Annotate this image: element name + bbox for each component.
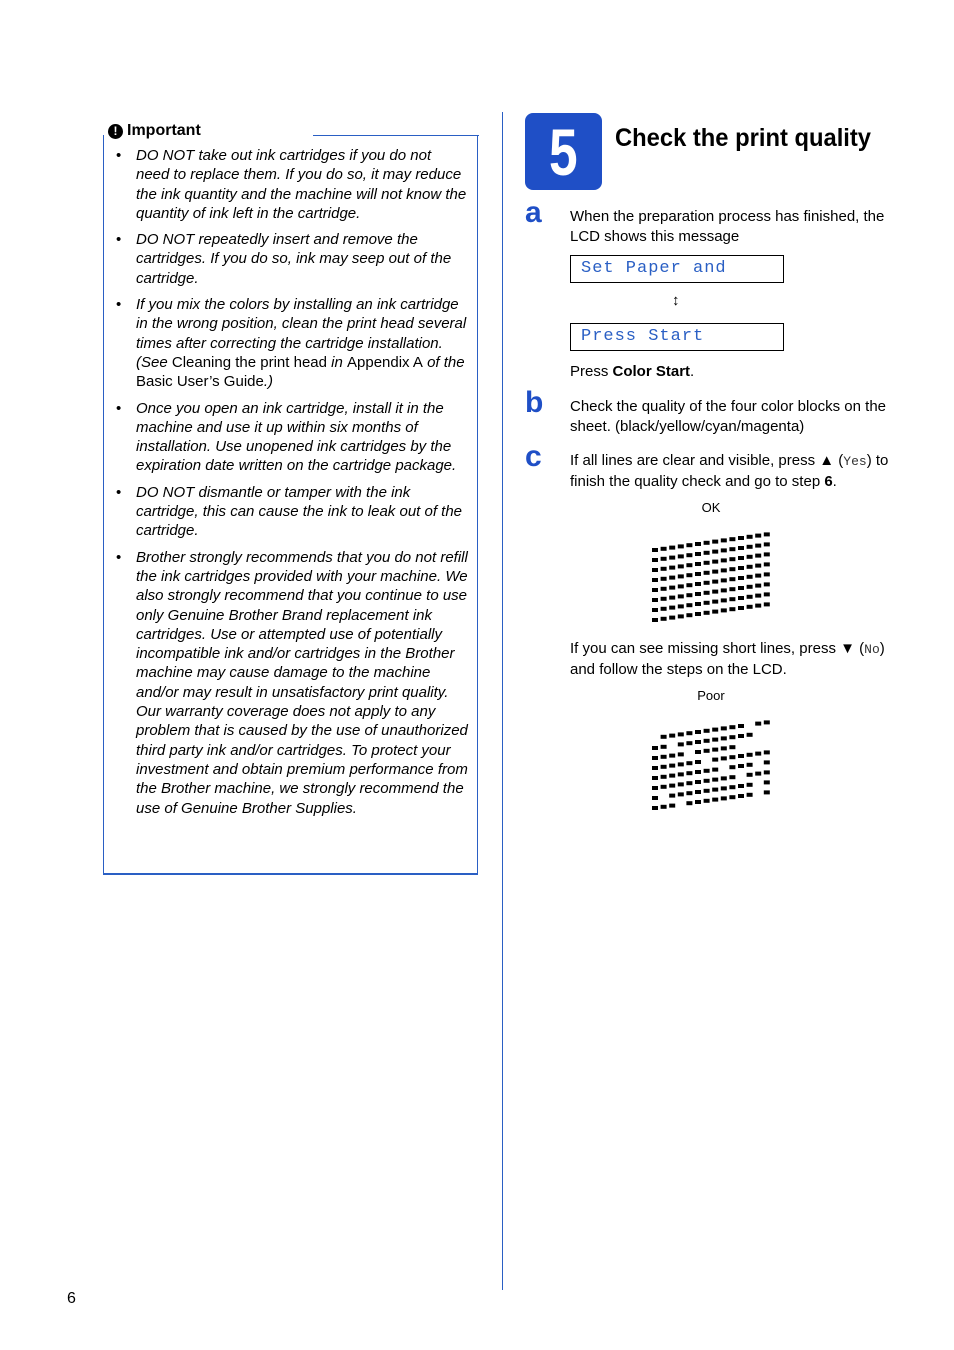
substep-b-text: Check the quality of the four color blocks on the sheet. (black/yellow/cyan/magenta) xyxy=(570,398,887,435)
toggle-arrow-icon: ↕ xyxy=(672,292,680,309)
poor-pattern-image xyxy=(650,720,774,816)
substep-letter-b: b xyxy=(525,386,544,419)
list-item: • DO NOT repeatedly insert and remove the cartridges. If you do so, ink may seep out of the cartridge. xyxy=(116,231,452,287)
list-item: • If you mix the colors by installing an ink cartridge in the wrong position, clean the print head several times after correcting the cartridge installation. (See Cleaning the print head in Appendix A of the Basic User’s Guide.) xyxy=(116,296,467,391)
list-item: • DO NOT dismantle or tamper with the ink cartridge, this can cause the ink to leak out of the cartridge. xyxy=(116,483,463,540)
important-box-top-rule xyxy=(313,135,479,136)
ok-label: OK xyxy=(701,500,721,515)
substep-c-text-poor: If you can see missing short lines, press ▼ (No) and follow the steps on the LCD. xyxy=(570,640,885,678)
page-number: 6 xyxy=(67,1290,76,1307)
step-title: Check the print quality xyxy=(615,124,872,152)
substep-a-text: When the preparation process has finished, the LCD shows this message xyxy=(570,208,885,245)
ok-pattern-image xyxy=(650,532,774,628)
list-item: • Once you open an ink cartridge, install it in the machine and use it up within six months of installation. Use unopened ink cartridges by the expiration date written on the cartridge package. xyxy=(116,399,457,475)
step-number-badge: 5 xyxy=(525,113,602,190)
poor-label: Poor xyxy=(697,688,725,703)
substep-a-press: Press Color Start. xyxy=(570,363,695,380)
warning-icon: ! xyxy=(108,124,123,139)
list-item: • Brother strongly recommends that you do not refill the ink cartridges provided with your machine. We also strongly recommend that you continue to use only Genuine Brother Brand replacement ink cartridges. Use or attempted use of potentially incompatible ink and/or cartridges in the Brother machine may cause damage to the machine and/or may result in unsatisfactory print quality. Our warranty coverage does not apply to any problem that is caused by the use of unauthorized third party ink and/or cartridges. To protect your investment and obtain premium performance from the Brother machine, we strongly recommend the use of Genuine Brother Supplies. xyxy=(116,548,468,817)
important-list xyxy=(116,146,468,825)
lcd-display-line2: Press Start xyxy=(570,323,784,351)
lcd-display-line1: Set Paper and xyxy=(570,255,784,283)
substep-c-text-ok: If all lines are clear and visible, press ▲ (Yes) to finish the quality check and go to step 6. xyxy=(570,452,889,490)
substep-letter-c: c xyxy=(525,440,542,473)
column-divider xyxy=(502,112,503,1290)
important-heading xyxy=(108,122,201,140)
important-title: Important xyxy=(127,122,201,139)
color-start-key: Color Start xyxy=(612,363,691,380)
list-item: • DO NOT take out ink cartridges if you do not need to replace them. If you do so, it may reduce the ink quantity and the machine will not know the quantity of ink left in the cartridge. xyxy=(116,147,467,222)
substep-letter-a: a xyxy=(525,196,542,229)
